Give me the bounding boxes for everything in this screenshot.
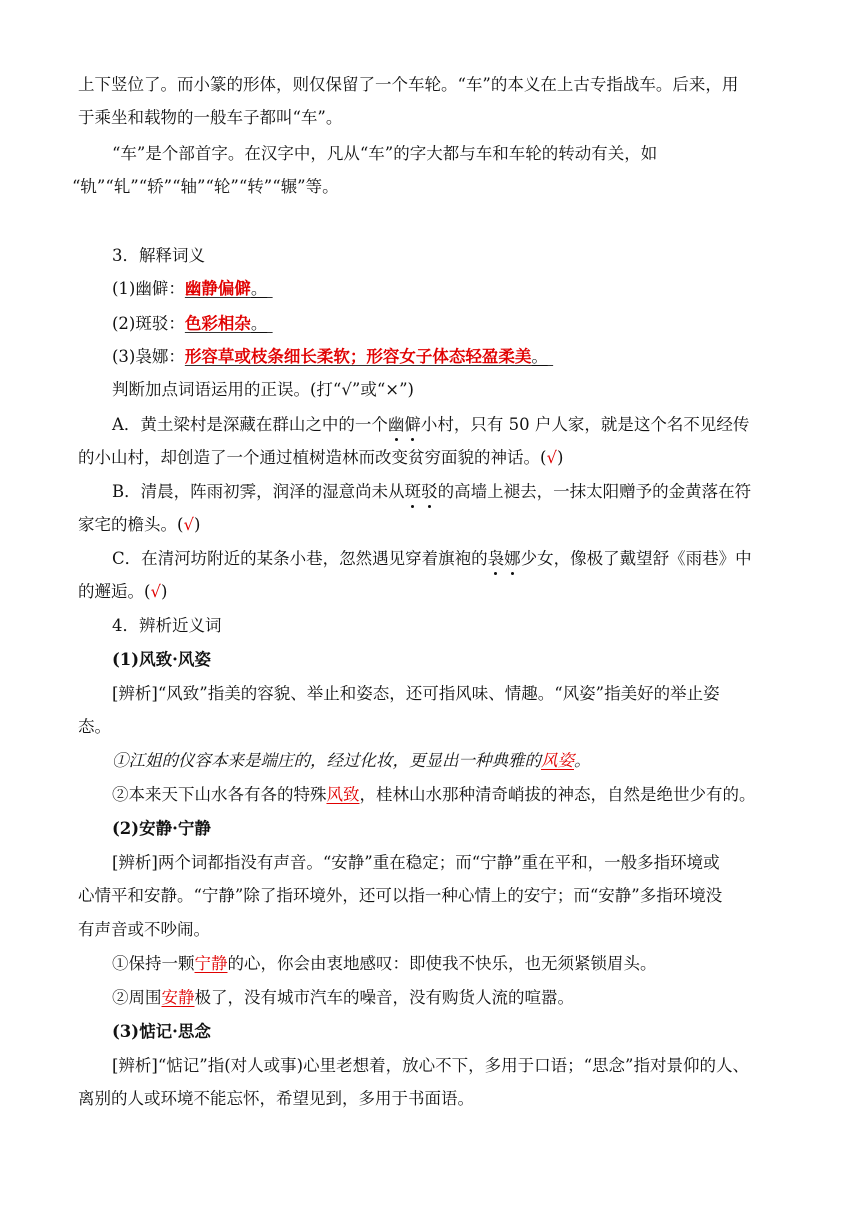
question-a-line-2: 的小山村，却创造了一个通过植树造林而改变贫穷面貌的神话。(√) [78, 448, 564, 467]
synonym-group-3-analysis-1: [辨析]“惦记”指(对人或事)心里老想着，放心不下，多用于口语；“思念”指对景仰的人、 [112, 1056, 749, 1075]
synonym-group-1-analysis-1: [辨析]“风致”指美的容貌、举止和姿态，还可指风味、情趣。“风姿”指美好的举止姿 [112, 684, 720, 703]
emphasis-dot-char: 娜 [504, 549, 521, 568]
intro-line-1: 上下竖位了。而小篆的形体，则仅保留了一个车轮。“车”的本义在上古专指战车。后来，用 [78, 75, 739, 94]
intro-line-3: “车”是个部首字。在汉字中，凡从“车”的字大都与车和车轮的转动有关，如 [112, 144, 658, 163]
definition-item-3 [112, 346, 553, 368]
emphasis-dot-char: 僻 [404, 415, 421, 434]
synonym-group-2-analysis-1: [辨析]两个词都指没有声音。“安静”重在稳定；而“宁静”重在平和，一般多指环境或 [112, 853, 720, 872]
synonym-group-2-analysis-3: 有声音或不吵闹。 [78, 920, 210, 939]
emphasis-dot-char: 袅 [487, 549, 505, 568]
answer-check-mark: √ [546, 448, 557, 467]
definition-answer: 形容草或枝条细长柔软；形容女子体态轻盈柔美。 [184, 347, 548, 366]
synonym-group-1-example-1: ①江姐的仪容本来是端庄的，经过化妆，更显出一种典雅的风姿。 [112, 751, 591, 770]
intro-line-4: “轨”“轧”“轿”“轴”“轮”“转”“辗”等。 [72, 177, 339, 196]
synonym-group-2-example-2: ②周围安静极了，没有城市汽车的噪音，没有购货人流的喧嚣。 [112, 988, 574, 1007]
answer-check-mark: √ [150, 582, 161, 601]
synonym-group-2-title: (2)安静·宁静 [112, 819, 211, 838]
example-answer: 安静 [161, 988, 195, 1007]
section4-heading: 4．辨析近义词 [112, 616, 222, 635]
synonym-group-3-analysis-2: 离别的人或环境不能忘怀，希望见到，多用于书面语。 [78, 1089, 474, 1108]
question-c-line-1: C．在清河坊附近的某条小巷，忽然遇见穿着旗袍的袅娜少女，像极了戴望舒《雨巷》中 [112, 549, 752, 568]
synonym-group-2-analysis-2: 心情平和安静。“宁静”除了指环境外，还可以指一种心情上的安宁；而“安静”多指环境没 [78, 886, 723, 905]
judge-prompt: 判断加点词语运用的正误。(打“√”或“×”) [112, 380, 414, 399]
definition-answer: 幽静偏僻。 [184, 279, 268, 298]
definition-item-1 [112, 278, 273, 300]
definition-label: (1)幽僻： [112, 279, 185, 298]
synonym-group-1-analysis-2: 态。 [78, 717, 111, 736]
question-a-line-1: A．黄土梁村是深藏在群山之中的一个幽僻小村，只有 50 户人家，就是这个名不见经传 [112, 415, 750, 434]
example-answer: 风致 [326, 785, 360, 804]
definition-label: (2)斑驳： [112, 314, 185, 333]
synonym-group-2-example-1: ①保持一颗宁静的心，你会由衷地感叹：即使我不快乐，也无须紧锁眉头。 [112, 954, 657, 973]
question-c-line-2: 的邂逅。(√) [78, 582, 168, 601]
definition-answer: 色彩相杂。 [184, 314, 268, 333]
intro-line-2: 于乘坐和载物的一般车子都叫“车”。 [78, 108, 343, 127]
synonym-group-3-title: (3)惦记·思念 [112, 1022, 211, 1041]
example-answer: 风姿 [541, 751, 574, 770]
question-b-line-2: 家宅的檐头。(√) [78, 515, 201, 534]
answer-check-mark: √ [183, 515, 194, 534]
synonym-group-1-example-2: ②本来天下山水各有各的特殊风致，桂林山水那种清奇峭拔的神态，自然是绝世少有的。 [112, 785, 756, 804]
emphasis-dot-char: 驳 [421, 482, 438, 501]
synonym-group-1-title: (1)风致·风姿 [112, 650, 211, 669]
question-b-line-1: B．清晨，阵雨初霁，润泽的湿意尚未从斑驳的高墙上褪去，一抹太阳赠予的金黄落在符 [112, 482, 752, 501]
definition-item-2 [112, 313, 273, 335]
section3-heading: 3．解释词义 [112, 246, 205, 265]
emphasis-dot-char: 幽 [387, 415, 405, 434]
example-answer: 宁静 [194, 954, 228, 973]
emphasis-dot-char: 斑 [404, 482, 422, 501]
definition-label: (3)袅娜： [112, 347, 185, 366]
